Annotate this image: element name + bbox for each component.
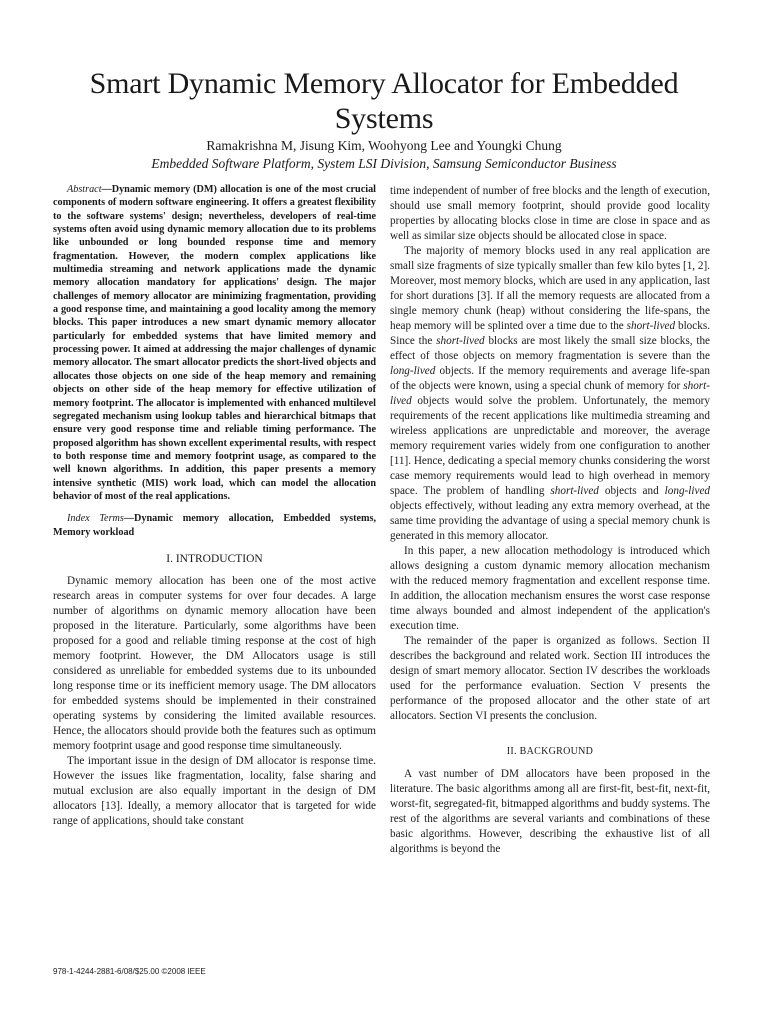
- right-column: [390, 184, 710, 857]
- background-heading: II. BACKGROUND: [506, 746, 594, 757]
- p2-text-a: The majority of memory blocks used in any real application are small size fragments of size typically smaller than few kilo bytes [1, 2]. Moreover, most memory blocks, which are used in any application, last for short durations [3]. If all the memory requests are allocated from a single memory chunk (heap) without considering the life-spans, the heap memory will be splinted over a time due to the: [390, 245, 710, 332]
- short-lived-term: short-lived: [436, 335, 485, 347]
- index-terms: [53, 512, 376, 539]
- p2-text-d: objects. If the memory requirements and average life-span of the objects were known, using a special chunk of memory for: [390, 365, 710, 392]
- left-column: [53, 183, 376, 829]
- paper-affiliation: Embedded Software Platform, System LSI Division, Samsung Semiconductor Business: [151, 156, 617, 171]
- long-lived-term: long-lived: [390, 365, 436, 377]
- short-lived-term: short-lived: [626, 320, 676, 332]
- introduction-heading: I. INTRODUCTION: [166, 552, 263, 565]
- background-paragraph-1: A vast number of DM allocators have been proposed in the literature. The basic algorithms among all are first-fit, best-fit, next-fit, worst-fit, segregated-fit, bitmapped algorithms and buddy systems. The rest of the algorithms are several variants and combinations of these basic algorithms. However, describing the exhaustive list of all algorithms is beyond the: [390, 768, 710, 855]
- right-paragraph-2: [390, 244, 710, 544]
- copyright-footer: 978-1-4244-2881-6/08/$25.00 ©2008 IEEE: [53, 967, 206, 976]
- abstract-text: —Dynamic memory (DM) allocation is one of the most crucial components of modern software engineering. It offers a greatest flexibility to the software systems' design; nevertheless, developers of real-time systems often avoid using dynamic memory allocation due to its problems like unbounded or long bounded response time and memory fragmentation. However, the modern complex applications like multimedia streaming and network applications made the dynamic memory allocation mandatory for applications' design. The major challenges of memory allocator are minimizing fragmentation, providing a good response time, and maintaining a good locality among the memory blocks. This paper introduces a new smart dynamic memory allocator particularly for embedded systems that have limited memory and processing power. It aimed at addressing the major challenges of dynamic memory allocator. The smart allocator predicts the short-lived objects and allocates those objects on one side of the heap memory and remaining objects on other side of the heap memory for effective utilization of memory footprint. The allocator is implemented with enhanced multilevel segregated mechanism using lookup tables and hierarchical bitmaps that ensure very good response time and reliable timing performance. The proposed algorithm has shown excellent experimental results, with respect to both response time and memory footprint usage, as compared to the well known algorithms. In addition, this paper presents a memory intensive synthetic (MIS) work load, which can model the allocation behavior of most of the real applications.: [53, 184, 376, 502]
- paper-title: Smart Dynamic Memory Allocator for Embedded Systems: [89, 67, 679, 135]
- short-lived-term: short-lived: [390, 380, 710, 407]
- index-terms-label: Index Terms: [67, 513, 124, 525]
- p2-text-e: objects would solve the problem. Unfortunately, the memory requirements of the recent applications like multimedia streaming and wireless applications are unpredictable and moreover, the average memory requirement varies widely from one configuration to another [11]. Hence, dedicating a special memory chunks considering the worst case memory requirements would lead to high overhead in memory space. The problem of handling: [390, 395, 710, 497]
- right-paragraph-3: In this paper, a new allocation methodology is introduced which allows designing a custom dynamic memory allocation mechanism with the reduced memory fragmentation and excellent response time. In addition, the allocation mechanism ensures the worst case response time always bounded and almost independent of the application's execution time.: [390, 545, 710, 632]
- p2-text-c: blocks are most likely the small size blocks, the effect of those objects on memory fragmentation is severe than the: [390, 335, 711, 362]
- long-lived-term: long-lived: [664, 485, 711, 497]
- abstract-label: Abstract: [67, 184, 102, 195]
- right-paragraph-4: The remainder of the paper is organized as follows. Section II describes the background and related work. Section III introduces the design of smart memory allocator. Section IV describes the workloads used for the performance evaluation. Section V presents the performance of the proposed allocator and the other state of art allocators. Section VI presents the conclusion.: [390, 635, 710, 722]
- intro-paragraph-2: The important issue in the design of DM allocator is response time. However the issues like fragmentation, locality, false sharing and mutual exclusion are also equally important in the design of DM allocators [13]. Ideally, a memory allocator that is targeted for wide range of applications, should take constant: [53, 754, 376, 827]
- index-terms-text: —Dynamic memory allocation, Embedded systems, Memory workload: [53, 513, 376, 538]
- p2-text-f: objects and: [598, 485, 665, 497]
- paper-authors: Ramakrishna M, Jisung Kim, Woohyong Lee and Youngki Chung: [206, 138, 562, 153]
- p2-text-g: objects effectively, without leading any extra memory overhead, at the same time providing the advantage of using a special memory chunk is generated in this memory allocator.: [390, 500, 710, 542]
- intro-paragraph-1: Dynamic memory allocation has been one of the most active research areas in computer systems for over four decades. A large number of algorithms on dynamic memory allocation have been proposed in the literature. Particularly, some algorithms have been proposed for a good and reliable timing response at the cost of high memory footprint. However, the DM Allocators usage is still considered as unreliable for embedded systems due to its unbounded long response time or its inefficient memory usage. The DM allocators for embedded systems should be implemented in their constrained operating systems by considering the limited available resources. Hence, the allocators should provide both the features such as optimum memory footprint usage and good response time simultaneously.: [53, 574, 376, 752]
- right-paragraph-1: time independent of number of free blocks and the length of execution, should use small memory footprint, should provide good locality properties by allocating blocks close in time are close in space and as well as similar size objects should be allocated close in space.: [390, 185, 710, 242]
- short-lived-term: short-lived: [550, 485, 599, 497]
- p2-text-b: blocks. Since the: [390, 320, 710, 347]
- abstract: [53, 183, 376, 503]
